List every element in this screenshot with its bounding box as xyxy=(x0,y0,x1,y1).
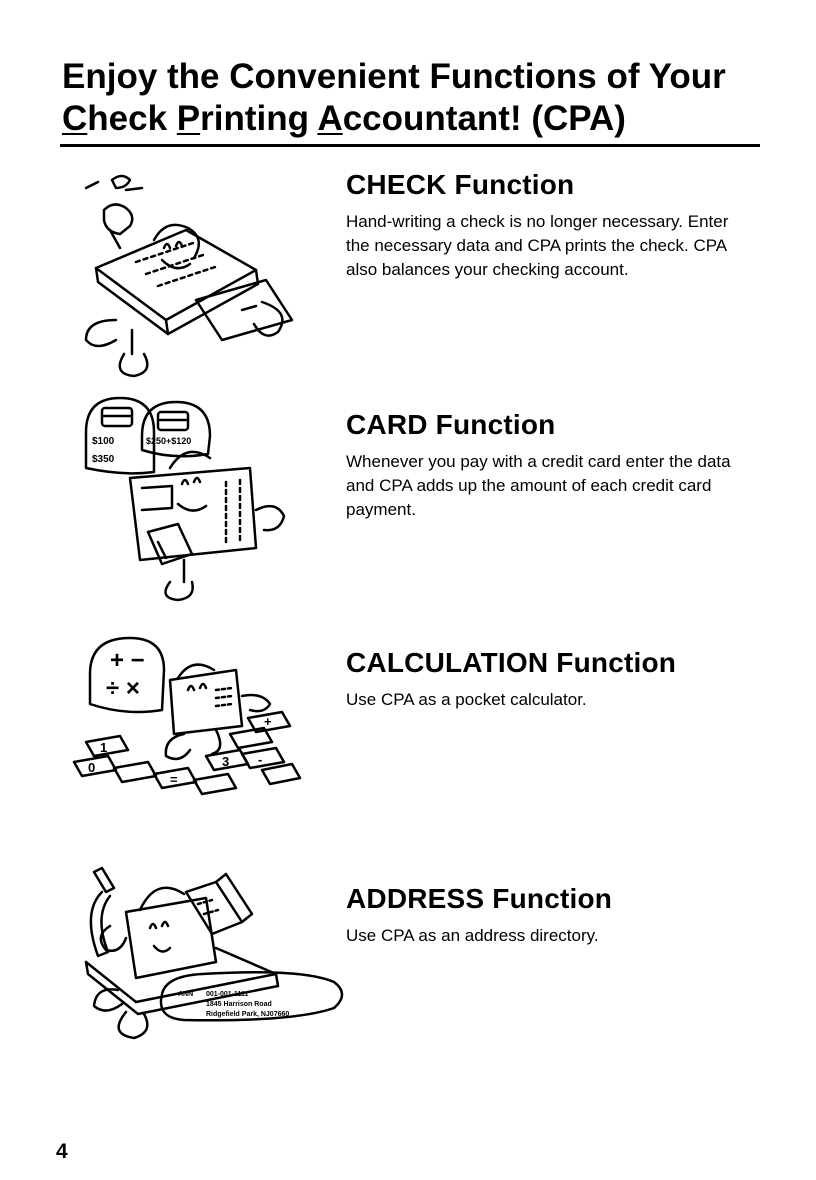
title-rule xyxy=(60,144,760,147)
page-title xyxy=(62,56,762,140)
calc-key-3: 3 xyxy=(222,754,230,769)
title-initial-a: A xyxy=(317,99,343,138)
cpa-credit-card-illustration xyxy=(66,392,306,608)
calc-bubble-ops: + − xyxy=(110,647,145,674)
calc-key-0: 0 xyxy=(88,760,96,775)
calc-key-minus: - xyxy=(258,752,263,767)
address-card-street: 1845 Harrison Road xyxy=(206,1001,272,1008)
card-bubble-right: $250+$120 xyxy=(146,436,192,446)
card-bubble-left-2: $350 xyxy=(92,454,115,465)
card-function-heading: CARD Function xyxy=(346,409,556,440)
address-card-city: Ridgefield Park, NJ07660 xyxy=(206,1011,290,1018)
cpa-address-book-illustration xyxy=(66,862,356,1052)
calculation-function-heading: CALCULATION Function xyxy=(346,647,677,678)
title-line-1: Enjoy the Convenient Functions of Your xyxy=(62,57,726,96)
calculation-function-text: Use CPA as a pocket calculator. xyxy=(346,690,587,709)
calc-key-equals: = xyxy=(170,772,178,787)
calculation-function-section xyxy=(346,646,766,712)
card-function-section xyxy=(346,408,766,522)
title-initial-c: C xyxy=(62,99,88,138)
title-line-2 xyxy=(62,99,626,138)
title-initial-p: P xyxy=(176,99,201,138)
check-function-section xyxy=(346,168,766,282)
check-function-heading: CHECK Function xyxy=(346,169,575,200)
address-function-heading: ADDRESS Function xyxy=(346,883,613,914)
page-number: 4 xyxy=(56,1140,68,1163)
title-word-accountant: ccountant! (CPA) xyxy=(342,99,626,138)
address-card xyxy=(178,991,289,1018)
address-card-name: ANN xyxy=(178,991,194,998)
check-function-text: Hand-writing a check is no longer necessary. Enter the necessary data and CPA prints the check. CPA also balances your checking account. xyxy=(346,212,729,279)
cpa-printing-check-illustration xyxy=(66,170,306,380)
address-function-section xyxy=(346,882,766,948)
cpa-calculator-illustration xyxy=(66,630,306,800)
card-bubble-left-1: $100 xyxy=(92,436,115,447)
address-card-phone: 001-001-1111 xyxy=(206,991,249,998)
address-function-text: Use CPA as an address directory. xyxy=(346,926,599,945)
calc-bubble-ops-2: ÷ × xyxy=(106,675,140,702)
calc-key-1: 1 xyxy=(100,740,108,755)
card-function-text: Whenever you pay with a credit card enter the data and CPA adds up the amount of each credit card payment. xyxy=(346,452,731,519)
calc-key-plus: + xyxy=(264,714,272,729)
title-word-check: heck xyxy=(87,99,177,138)
title-word-printing: rinting xyxy=(200,99,318,138)
